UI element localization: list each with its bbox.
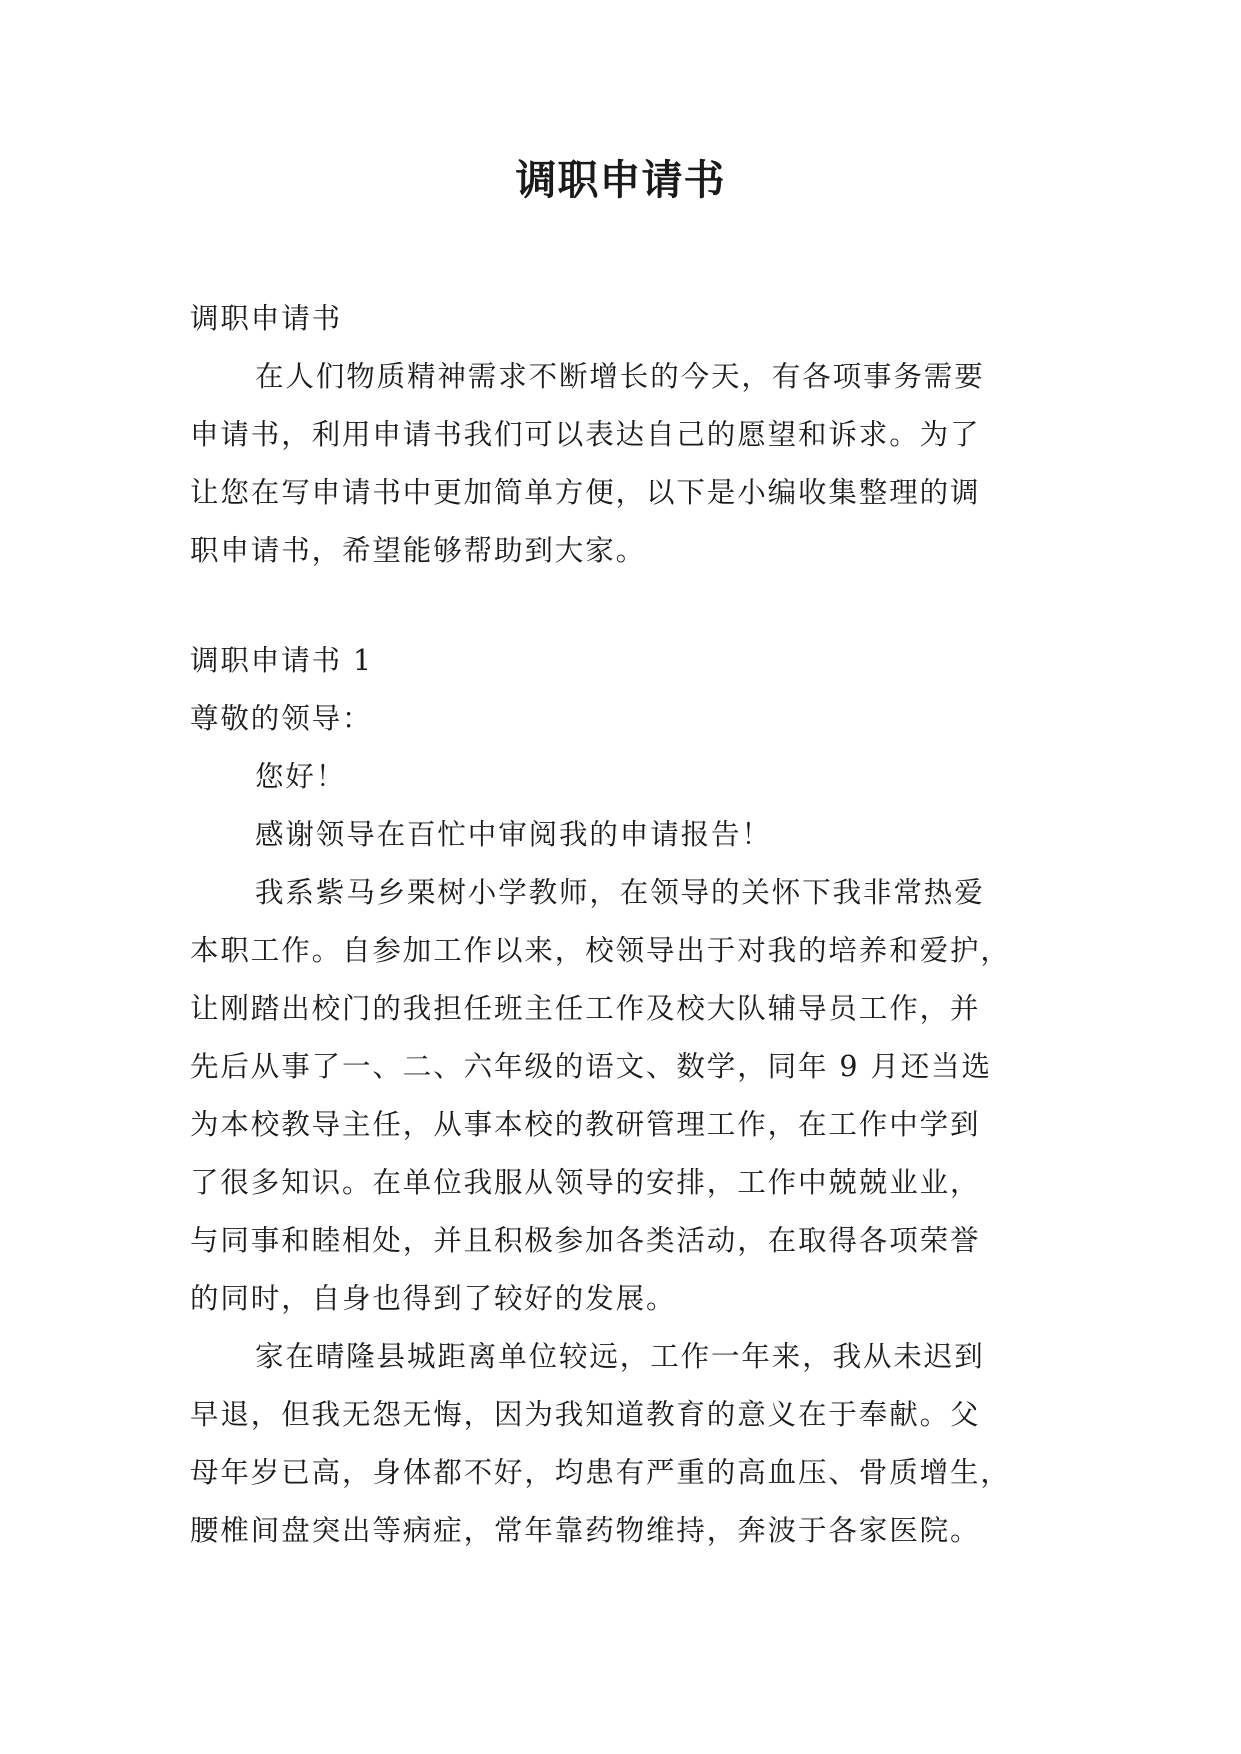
paragraph-line: 的同时，自身也得到了较好的发展。 [190, 1282, 677, 1315]
paragraph-line: 为本校教导主任，从事本校的教研管理工作，在工作中学到 [190, 1108, 981, 1141]
salutation: 尊敬的领导： [190, 702, 373, 735]
paragraph-line: 母年岁已高，身体都不好，均患有严重的高血压、骨质增生， [190, 1456, 1011, 1489]
paragraph-line: 在人们物质精神需求不断增长的今天，有各项事务需要 [255, 360, 985, 393]
paragraph-line: 早退，但我无怨无悔，因为我知道教育的意义在于奉献。父 [190, 1398, 981, 1431]
document-title: 调职申请书 [515, 156, 726, 204]
paragraph-line: 家在晴隆县城距离单位较远，工作一年来，我从未迟到 [255, 1340, 985, 1373]
paragraph-line: 了很多知识。在单位我服从领导的安排，工作中兢兢业业， [190, 1166, 981, 1199]
paragraph-gap [190, 580, 1065, 632]
document-body [190, 290, 1065, 1560]
paragraph-line: 职申请书，希望能够帮助到大家。 [190, 534, 647, 567]
paragraph-line: 让刚踏出校门的我担任班主任工作及校大队辅导员工作，并 [190, 992, 981, 1025]
paragraph-line: 先后从事了一、二、六年级的语文、数学，同年 9 月还当选 [190, 1050, 992, 1083]
section-heading: 调职申请书 [190, 302, 343, 335]
section-heading: 调职申请书 1 [190, 644, 373, 677]
paragraph-line: 感谢领导在百忙中审阅我的申请报告！ [255, 818, 772, 851]
paragraph-line: 我系紫马乡栗树小学教师，在领导的关怀下我非常热爱 [255, 876, 985, 909]
paragraph-line: 让您在写申请书中更加简单方便，以下是小编收集整理的调 [190, 476, 981, 509]
greeting: 您好！ [255, 760, 347, 793]
paragraph-line: 腰椎间盘突出等病症，常年靠药物维持，奔波于各家医院。 [190, 1514, 981, 1547]
paragraph-line: 与同事和睦相处，并且积极参加各类活动，在取得各项荣誉 [190, 1224, 981, 1257]
paragraph-line: 本职工作。自参加工作以来，校领导出于对我的培养和爱护， [190, 934, 1011, 967]
paragraph-line: 申请书，利用申请书我们可以表达自己的愿望和诉求。为了 [190, 418, 981, 451]
